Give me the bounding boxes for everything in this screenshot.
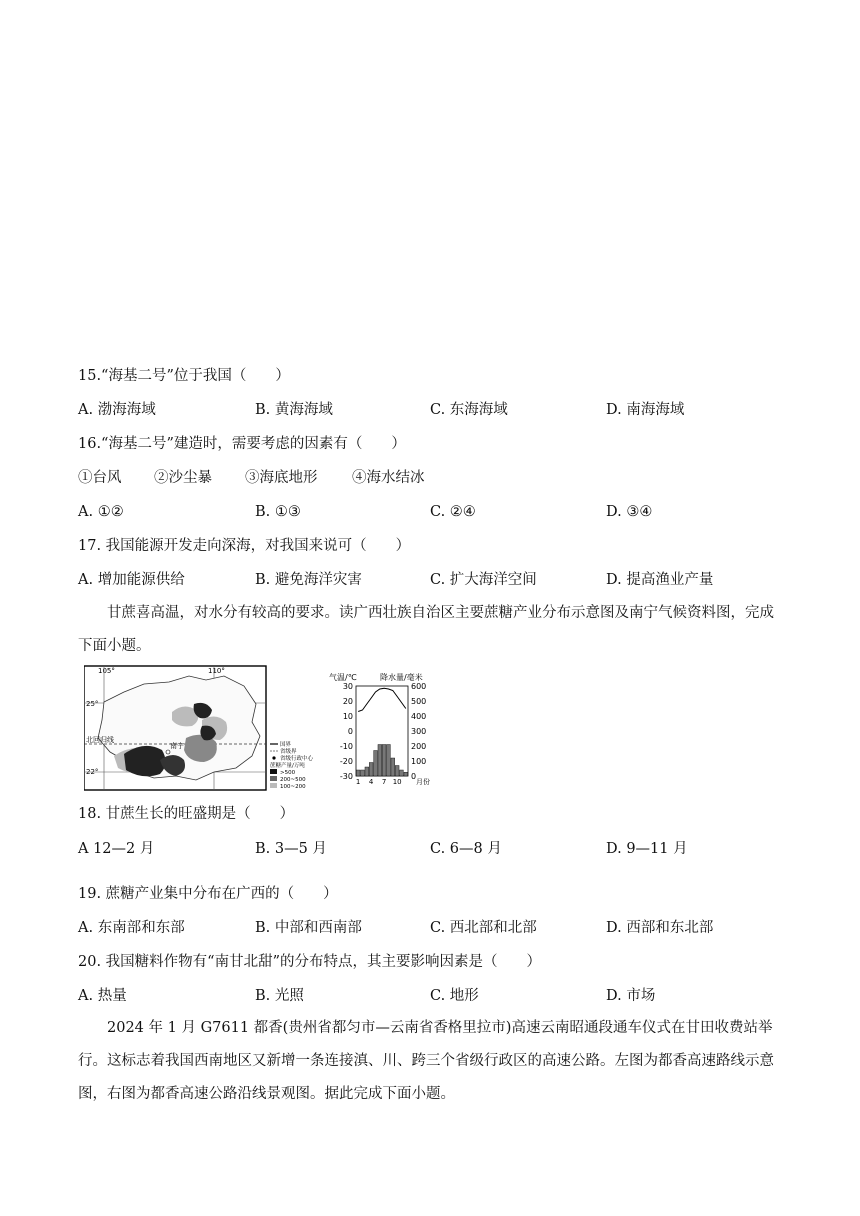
climate-ylabel-right: 降水量/毫米 xyxy=(380,673,423,682)
svg-text:省级界: 省级界 xyxy=(280,749,297,755)
tropic-label: 北回归线 xyxy=(86,736,114,744)
q16-item-2: ②沙尘暴 xyxy=(154,470,212,486)
q18-option-c[interactable]: C. 6—8 月 xyxy=(430,841,502,857)
q19-option-c[interactable]: C. 西北部和北部 xyxy=(430,920,537,936)
precip-bar xyxy=(400,770,404,776)
month-tick-label: 4 xyxy=(368,778,374,786)
temp-tick-label: -30 xyxy=(339,772,353,781)
precip-tick-label: 500 xyxy=(411,697,427,706)
svg-text:省级行政中心: 省级行政中心 xyxy=(280,756,314,762)
map-legend xyxy=(270,740,314,790)
climate-xlabel: 月份 xyxy=(416,778,430,786)
climate-plot-frame xyxy=(356,686,408,776)
temp-tick-label: -10 xyxy=(339,742,353,751)
temp-tick-label: 10 xyxy=(342,712,353,721)
month-tick-label: 1 xyxy=(355,778,361,786)
month-tick-label: 10 xyxy=(392,778,402,786)
map-lon-110: 110° xyxy=(208,667,225,675)
precip-bar xyxy=(391,758,395,776)
q17-option-d[interactable]: D. 提高渔业产量 xyxy=(606,572,714,588)
q20-option-a[interactable]: A. 热量 xyxy=(78,988,127,1004)
q19-option-a[interactable]: A. 东南部和东部 xyxy=(78,920,185,936)
svg-text:200~500: 200~500 xyxy=(280,777,306,783)
precip-tick-label: 600 xyxy=(411,682,427,691)
svg-text:国界: 国界 xyxy=(280,742,292,748)
nanning-label: 南宁 xyxy=(170,742,184,750)
question-18-stem: 18. 甘蔗生长的旺盛期是（ ） xyxy=(78,806,295,822)
q16-option-d[interactable]: D. ③④ xyxy=(606,504,653,520)
svg-text:>500: >500 xyxy=(280,770,296,776)
precip-bar xyxy=(361,770,365,776)
precip-bar xyxy=(374,751,378,777)
precip-bar xyxy=(387,745,391,777)
q16-item-1: ①台风 xyxy=(78,470,122,486)
guangxi-sugar-map xyxy=(84,666,314,790)
svg-text:100~200: 100~200 xyxy=(280,784,306,790)
q17-option-c[interactable]: C. 扩大海洋空间 xyxy=(430,572,537,588)
precip-bar xyxy=(369,763,373,777)
q19-option-b[interactable]: B. 中部和西南部 xyxy=(255,920,362,936)
q16-item-4: ④海水结冰 xyxy=(352,470,425,486)
precip-tick-label: 400 xyxy=(411,712,427,721)
q15-option-c[interactable]: C. 东海海域 xyxy=(430,402,508,418)
precip-bar xyxy=(378,745,382,777)
q16-option-b[interactable]: B. ①③ xyxy=(255,504,301,520)
map-lat-25: 25° xyxy=(86,700,99,708)
map-lon-105: 105° xyxy=(98,667,115,675)
question-20-stem: 20. 我国糖料作物有“南甘北甜”的分布特点，其主要影响因素是（ ） xyxy=(78,954,541,970)
q18-option-d[interactable]: D. 9—11 月 xyxy=(606,841,688,857)
q15-option-b[interactable]: B. 黄海海域 xyxy=(255,402,333,418)
temp-tick-label: 20 xyxy=(342,697,353,706)
q20-option-c[interactable]: C. 地形 xyxy=(430,988,479,1004)
q20-option-b[interactable]: B. 光照 xyxy=(255,988,304,1004)
q17-option-a[interactable]: A. 增加能源供给 xyxy=(78,572,185,588)
q16-option-a[interactable]: A. ①② xyxy=(78,504,124,520)
climate-ylabel-left: 气温/℃ xyxy=(329,673,357,682)
q17-option-b[interactable]: B. 避免海洋灾害 xyxy=(255,572,362,588)
temperature-line xyxy=(358,688,406,711)
q18-option-a[interactable]: A 12—2 月 xyxy=(78,841,155,857)
passage-duxiang-highway: 2024 年 1 月 G7611 都香(贵州省都匀市—云南省香格里拉市)高速云南昭通段通车仪式在甘田收费站举行。这标志着我国西南地区又新增一条连接滇、川、跨三个省级行政区的高速公路。左图为都香高速路线示意图，右图为都香高速公路沿线景观图。据此完成下面小题。 xyxy=(78,1020,774,1102)
nanning-climate-chart xyxy=(329,672,430,786)
precip-bar xyxy=(365,767,369,776)
precip-bar xyxy=(404,772,408,776)
precip-tick-label: 0 xyxy=(411,772,417,781)
question-19-stem: 19. 蔗糖产业集中分布在广西的（ ） xyxy=(78,886,338,902)
question-17-stem: 17. 我国能源开发走向深海，对我国来说可（ ） xyxy=(78,538,411,554)
passage-sugarcane: 甘蔗喜高温，对水分有较高的要求。读广西壮族自治区主要蔗糖产业分布示意图及南宁气候资料图，完成下面小题。 xyxy=(78,605,774,654)
precip-bar xyxy=(356,770,360,776)
temp-tick-label: 30 xyxy=(342,682,353,691)
nanning-marker xyxy=(166,750,170,754)
temp-tick-label: 0 xyxy=(347,727,353,736)
temp-tick-label: -20 xyxy=(339,757,353,766)
figure-guangxi-map-and-climate xyxy=(84,664,444,794)
precip-bar xyxy=(382,745,386,777)
q20-option-d[interactable]: D. 市场 xyxy=(606,988,656,1004)
q15-option-a[interactable]: A. 渤海海域 xyxy=(78,402,156,418)
question-15-stem: 15.“海基二号”位于我国（ ） xyxy=(78,368,290,384)
q16-item-3: ③海底地形 xyxy=(245,470,318,486)
question-16-stem: 16.“海基二号”建造时，需要考虑的因素有（ ） xyxy=(78,436,406,452)
svg-text:蔗糖产量/万吨: 蔗糖产量/万吨 xyxy=(270,763,305,769)
q19-option-d[interactable]: D. 西部和东北部 xyxy=(606,920,714,936)
precip-tick-label: 100 xyxy=(411,757,427,766)
precip-tick-label: 300 xyxy=(411,727,427,736)
precip-tick-label: 200 xyxy=(411,742,427,751)
q18-option-b[interactable]: B. 3—5 月 xyxy=(255,841,327,857)
q16-option-c[interactable]: C. ②④ xyxy=(430,504,476,520)
precip-bar xyxy=(395,766,399,777)
map-lat-22: 22° xyxy=(86,768,99,776)
q15-option-d[interactable]: D. 南海海域 xyxy=(606,402,685,418)
month-tick-label: 7 xyxy=(381,778,387,786)
